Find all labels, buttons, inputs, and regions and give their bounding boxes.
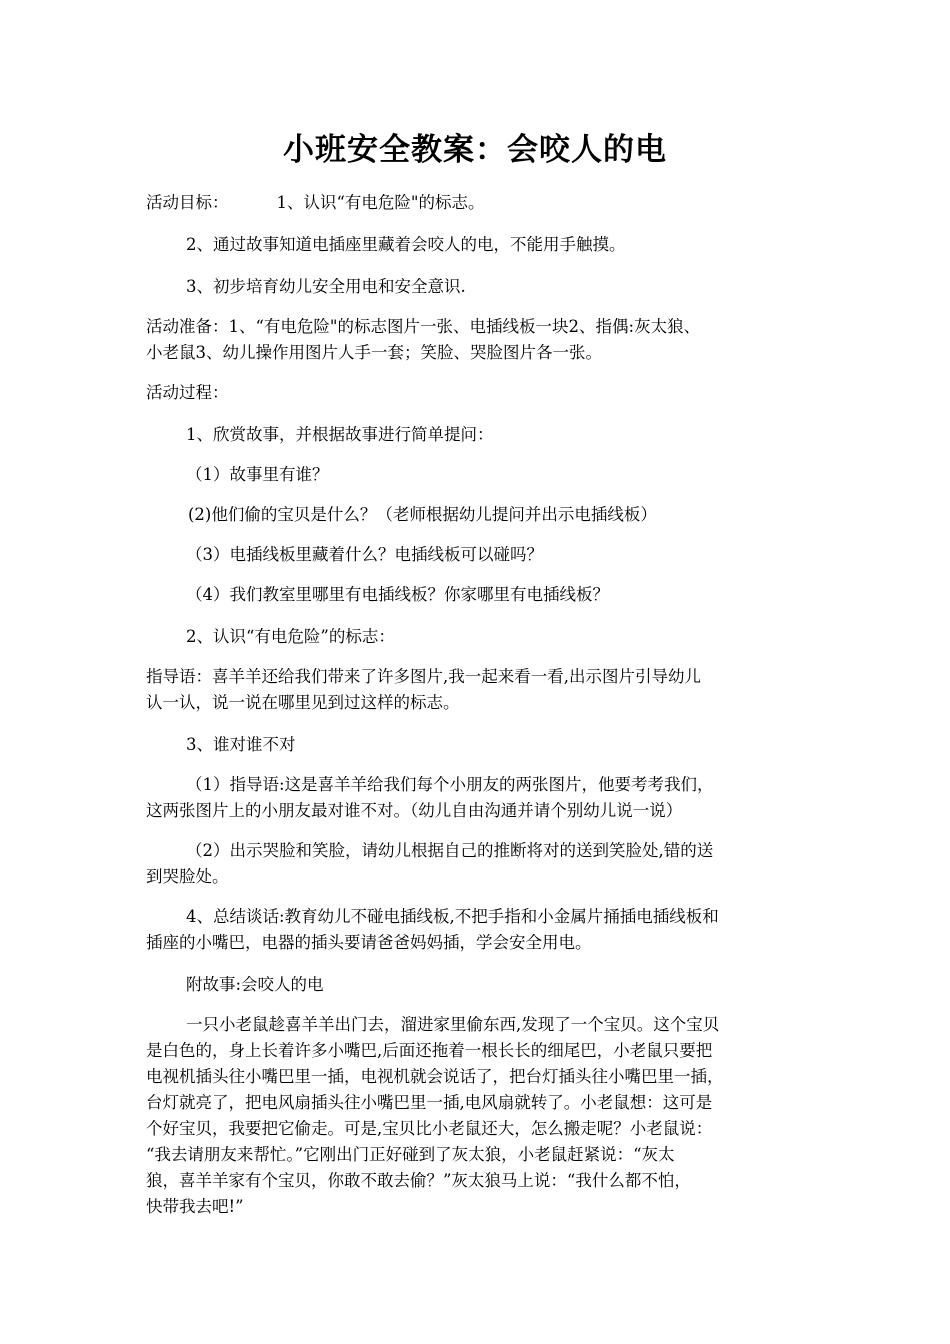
question-3: （3）电插线板里藏着什么？电插线板可以碰吗？ — [186, 545, 543, 564]
step4-line: 4、总结谈话:教育幼儿不碰电插线板,不把手指和小金属片捅插电插线板和 — [186, 907, 719, 926]
process-step-4 — [146, 904, 816, 956]
question-4: （4）我们教室里哪里有电插线板？你家哪里有电插线板？ — [186, 585, 609, 604]
step3-item-2-line: （2）出示哭脸和笑脸，请幼儿根据自己的推断将对的送到笑脸处,错的送 — [186, 841, 714, 860]
story-paragraph — [146, 1012, 816, 1220]
goals-label: 活动目标： — [146, 193, 229, 212]
process-step-1: 1、欣赏故事，并根据故事进行简单提问： — [186, 425, 494, 444]
process-step-3: 3、谁对谁不对 — [186, 735, 296, 754]
step3-item-2 — [146, 838, 816, 890]
prep-paragraph — [146, 314, 816, 366]
story-line: 一只小老鼠趁喜羊羊出门去，溜进家里偷东西,发现了一个宝贝。这个宝贝 — [186, 1015, 720, 1034]
story-line: 个好宝贝，我要把它偷走。可是,宝贝比小老鼠还大，怎么搬走呢？小老鼠说： — [146, 1119, 713, 1138]
goal-item-1: 1、认识“有电危险"的标志。 — [276, 193, 485, 212]
step3-item-1 — [146, 772, 816, 824]
step4-line: 插座的小嘴巴，电器的插头要请爸爸妈妈插，学会安全用电。 — [146, 933, 592, 952]
step3-item-2-line: 到哭脸处。 — [146, 867, 229, 886]
story-line: 是白色的，身上长着许多小嘴巴,后面还拖着一根长长的细尾巴，小老鼠只要把 — [146, 1041, 713, 1060]
guide-line: 指导语：喜羊羊还给我们带来了许多图片,我一起来看一看,出示图片引导幼儿 — [146, 667, 701, 686]
guide-line: 认一认，说一说在哪里见到过这样的标志。 — [146, 693, 460, 712]
process-step-2: 2、认识“有电危险”的标志： — [186, 627, 395, 646]
goal-item-3: 3、初步培育幼儿安全用电和安全意识. — [186, 277, 466, 296]
story-line: 台灯就亮了，把电风扇插头往小嘴巴里一插,电风扇就转了。小老鼠想：这可是 — [146, 1093, 713, 1112]
step3-item-1-line: 这两张图片上的小朋友最对谁不对。（幼儿自由沟通并请个别幼儿说一说） — [146, 801, 683, 820]
prep-line: 小老鼠3、幼儿操作用图片人手一套；笑脸、哭脸图片各一张。 — [146, 343, 602, 362]
process-label: 活动过程： — [146, 383, 229, 402]
page-title: 小班安全教案：会咬人的电 — [283, 132, 667, 168]
question-2: (2)他们偷的宝贝是什么？（老师根据幼儿提问并出示电插线板） — [188, 505, 657, 524]
prep-line: 活动准备：1、“有电危险"的标志图片一张、电插线板一块2、指偶:灰太狼、 — [146, 317, 701, 336]
story-label: 附故事:会咬人的电 — [186, 975, 324, 994]
goal-item-2: 2、通过故事知道电插座里藏着会咬人的电，不能用手触摸。 — [186, 235, 626, 254]
story-line: “我去请朋友来帮忙。”它刚出门正好碰到了灰太狼，小老鼠赶紧说：“灰太 — [146, 1145, 675, 1164]
question-1: （1）故事里有谁？ — [186, 465, 329, 484]
story-line: 快带我去吧!” — [146, 1197, 244, 1216]
guide-paragraph — [146, 664, 816, 716]
story-line: 电视机插头往小嘴巴里一插，电视机就会说话了，把台灯插头往小嘴巴里一插， — [146, 1067, 724, 1086]
story-line: 狼，喜羊羊家有个宝贝，你敢不敢去偷？”灰太狼马上说：“我什么都不怕， — [146, 1171, 691, 1190]
step3-item-1-line: （1）指导语:这是喜羊羊给我们每个小朋友的两张图片，他要考考我们， — [186, 775, 714, 794]
goals-paragraph — [146, 190, 816, 216]
